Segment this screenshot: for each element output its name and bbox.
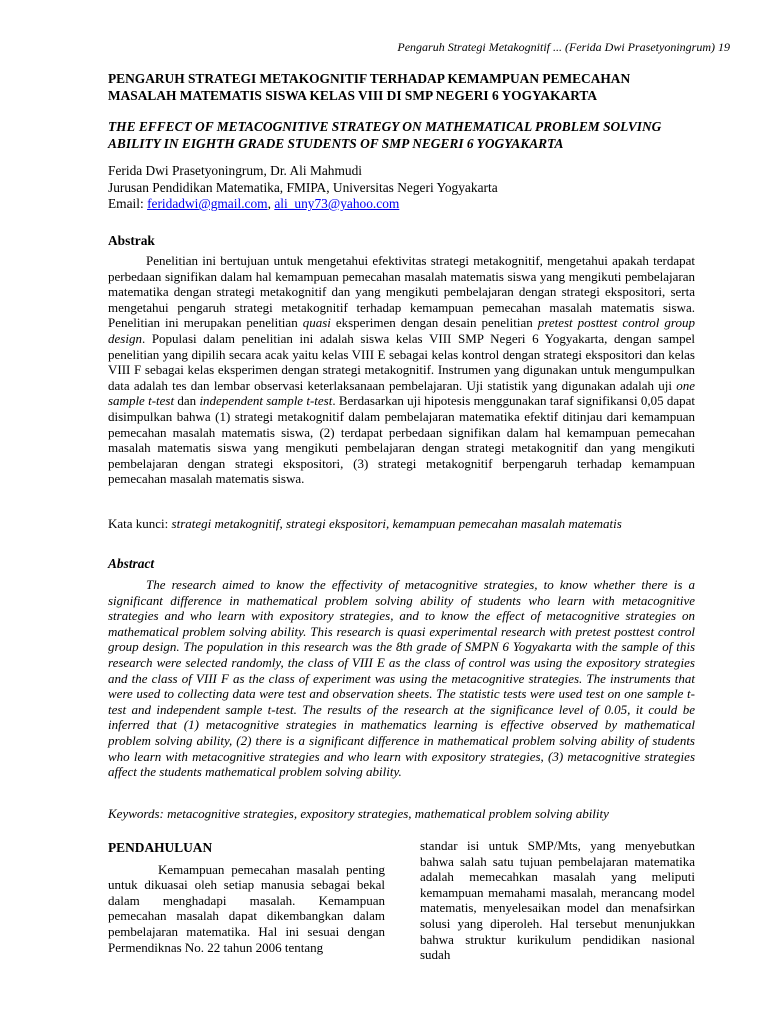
title-indonesian: PENGARUH STRATEGI METAKOGNITIF TERHADAP KEMAMPUAN PEMECAHAN MASALAH MATEMATIS SISWA KELAS VIII DI SMP NEGERI 6 YOGYAKARTA (108, 71, 631, 103)
kata-kunci-label: Kata kunci: (108, 516, 172, 531)
abstrak-one-sample: one sample t-test (108, 377, 695, 409)
intro-left-column (108, 840, 385, 955)
abstrak-heading: Abstrak (108, 233, 155, 248)
abstrak-text-3: . Populasi dalam penelitian ini adalah siswa kelas VIII SMP Negeri 6 Yogyakarta, dengan sampel penelitian yang dipilih secara acak yaitu kelas VIII E sebagai kelas kontrol dengan strategi ekspositori dan kelas VIII F sebagai kelas eksperimen dengan strategi metakognitif. Instrumen yang digunakan untuk mengumpulkan data adalah tes dan lembar observasi keterlaksanaan pembelajaran. Uji statistik yang digunakan adalah uji (108, 330, 695, 393)
abstrak-paragraph (108, 253, 695, 487)
keywords-terms: metacognitive strategies, expository strategies, mathematical problem solving ability (167, 806, 609, 821)
abstract-heading: Abstract (108, 556, 155, 571)
abstrak-text-2: eksperimen dengan desain penelitian (330, 315, 538, 331)
intro-paragraph-right: standar isi untuk SMP/Mts, yang menyebutkan bahwa salah satu tujuan pembelajaran matematika adalah memecahkan masalah yang meliputi kemampuan memahami masalah, merancang model matematis, menyelesaikan model dan menafsirkan solusi yang diperoleh. Hal tersebut menunjukkan bahwa struktur kurikulum pendidikan nasional sudah (420, 838, 695, 963)
email-link-2[interactable]: ali_uny73@yahoo.com (274, 196, 400, 211)
email-label: Email: (108, 196, 148, 211)
keywords-label: Keywords: (108, 806, 168, 821)
abstrak-quasi: quasi (302, 315, 331, 331)
author-names: Ferida Dwi Prasetyoningrum, Dr. Ali Mahmudi (108, 163, 363, 178)
email-link-1[interactable]: feridadwi@gmail.com (147, 196, 268, 211)
abstrak-design: pretest posttest control group design (108, 315, 695, 346)
author-affiliation: Jurusan Pendidikan Matematika, FMIPA, Universitas Negeri Yogyakarta (108, 179, 498, 195)
email-separator: , (267, 196, 275, 211)
abstrak-text-1: Penelitian ini bertujuan untuk mengetahui efektivitas strategi metakognitif, mengetahui apakah terdapat perbedaan signifikan dalam hal kemampuan pemecahan masalah matematis siswa yang mengikuti pembelajaran matematika dengan strategi metakognitif dan yang mengikuti pembelajaran dengan strategi ekspositori, serta mengetahui pengaruh strategi metakognitif terhadap kemampuan pemecahan masalah matematis siswa. Penelitian ini merupakan penelitian (108, 253, 695, 331)
kata-kunci-terms: strategi metakognitif, strategi ekspositori, kemampuan pemecahan masalah matematis (171, 516, 622, 531)
abstrak-text-4: dan (174, 393, 200, 409)
author-block (108, 163, 695, 213)
abstrak-independent: independent sample t-test (199, 393, 333, 409)
keywords (108, 806, 695, 822)
abstract-paragraph: The research aimed to know the effectivity of metacognitive strategies, to know whether there is a significant difference in mathematical problem solving ability of students who learn with metacognitive strategies and who learn with expository strategies, and to know the effect of metacognitive strategies on mathematical problem solving ability. This research is quasi experimental research with pretest posttest control group design. The population in this research was the 8th grade of SMPN 6 Yogyakarta with the sample of this research were selected randomly, the class of VIII E as the class of control was using the expository strategies and the class of VIII F as the class of experiment was using the metacognitive strategies. The instruments that were used to collecting data were test and observation sheets. The statistic tests were used test on one sample t-test and independent sample t-test. The results of the research at the significance level of 0.05, it could be inferred that (1) metacognitive strategies in mathematics learning is effective observed by mathematical problem solving ability, (2) there is a significant difference in mathematical problem solving ability of students who learn with metacognitive strategies and who learn with expository strategies, (3) metacognitive strategies affect the students mathematical problem solving ability. (108, 577, 695, 780)
pendahuluan-heading: PENDAHULUAN (108, 840, 213, 855)
abstrak-text-5: . Berdasarkan uji hipotesis menggunakan taraf signifikansi 0,05 dapat disimpulkan bahwa (1) strategi metakognitif dalam pembelajaran matematika efektif ditinjau dari kemampuan pemecahan masalah matematis siswa, (2) terdapat perbedaan signifikan dalam hal kemampuan pemecahan masalah matematis siswa yang mengikuti pembelajaran dengan strategi metakognitif dan yang mengikuti pembelajaran dengan strategi ekspositori, (3) strategi metakognitif berpengaruh terhadap kemampuan pemecahan masalah matematis siswa. (108, 393, 695, 487)
title-english: THE EFFECT OF METACOGNITIVE STRATEGY ON MATHEMATICAL PROBLEM SOLVING ABILITY IN EIGHTH GRADE STUDENTS OF SMP NEGERI 6 YOGYAKARTA (108, 119, 662, 151)
running-head: Pengaruh Strategi Metakognitif ... (Ferida Dwi Prasetyoningrum) 19 (397, 40, 730, 54)
kata-kunci (108, 516, 695, 532)
intro-paragraph-left: Kemampuan pemecahan masalah penting untuk dikuasai oleh setiap manusia sebagai bekal dalam menghadapi masalah. Kemampuan pemecahan masalah dapat dikembangkan dalam pembelajaran matematika. Hal ini sesuai dengan Permendiknas No. 22 tahun 2006 tentang (108, 861, 385, 955)
intro-right-column (420, 838, 695, 963)
author-emails (108, 196, 695, 213)
